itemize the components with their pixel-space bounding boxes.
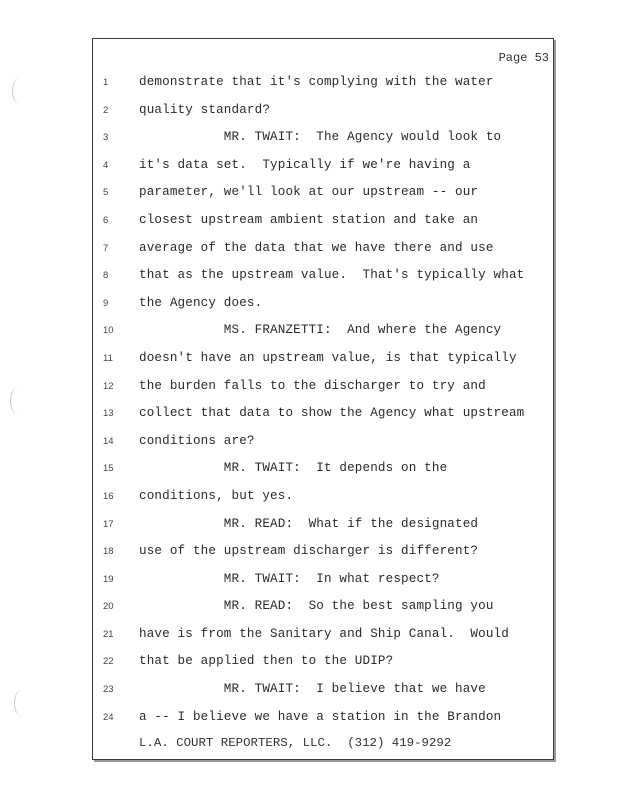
line-number: 17 [103, 518, 114, 530]
line-number: 12 [103, 380, 114, 392]
margin-mark-top [12, 78, 27, 104]
transcript-line [93, 351, 553, 379]
line-text: average of the data that we have there and use [139, 240, 494, 255]
line-number: 22 [103, 656, 114, 668]
transcript-line [93, 710, 553, 738]
line-number: 18 [103, 546, 114, 558]
transcript-line [93, 572, 553, 600]
transcript-line [93, 130, 553, 158]
line-text: MR. READ: What if the designated [139, 516, 479, 531]
transcript-line [93, 654, 553, 682]
transcript-line [93, 158, 553, 186]
line-text: MR. TWAIT: In what respect? [139, 571, 440, 586]
page-footer: L.A. COURT REPORTERS, LLC. (312) 419-9292 [139, 736, 452, 750]
line-text: doesn't have an upstream value, is that typically [139, 350, 517, 365]
line-number: 6 [103, 214, 109, 226]
line-number: 13 [103, 408, 114, 420]
line-text: use of the upstream discharger is different? [139, 544, 479, 559]
transcript-line [93, 406, 553, 434]
line-text: demonstrate that it's complying with the water [139, 75, 494, 89]
line-number: 24 [103, 711, 114, 723]
transcript-line [93, 489, 553, 517]
line-number: 11 [103, 352, 113, 364]
line-text: MS. FRANZETTI: And where the Agency [139, 323, 502, 338]
line-number: 15 [103, 463, 114, 475]
transcript-line [93, 213, 553, 241]
line-number: 21 [103, 628, 114, 640]
transcript-line [93, 517, 553, 545]
page-number: Page 53 [498, 51, 549, 65]
line-number: 16 [103, 490, 114, 502]
line-number: 23 [103, 684, 114, 696]
line-text: the Agency does. [139, 295, 263, 310]
line-text: MR. TWAIT: I believe that we have [139, 682, 486, 697]
line-text: that as the upstream value. That's typically what [139, 268, 525, 283]
line-number: 2 [103, 104, 109, 116]
transcript-line [93, 379, 553, 407]
line-number: 3 [103, 132, 109, 144]
line-text: it's data set. Typically if we're having a [139, 157, 471, 172]
transcript-line [93, 461, 553, 489]
transcript-line [93, 434, 553, 462]
line-text: a -- I believe we have a station in the Brandon [139, 709, 502, 724]
line-number: 5 [103, 187, 109, 199]
transcript-page [92, 38, 554, 760]
transcript-line [93, 599, 553, 627]
line-number: 9 [103, 297, 109, 309]
line-text: quality standard? [139, 102, 271, 117]
margin-mark-middle [10, 388, 25, 414]
transcript-line [93, 544, 553, 572]
line-text: conditions, but yes. [139, 488, 294, 503]
line-text: the burden falls to the discharger to try and [139, 378, 486, 393]
line-number: 7 [103, 242, 109, 254]
line-text: closest upstream ambient station and take an [139, 212, 479, 227]
line-number: 10 [103, 325, 114, 337]
transcript-line [93, 296, 553, 324]
transcript-line [93, 241, 553, 269]
line-text: MR. TWAIT: It depends on the [139, 461, 448, 476]
transcript-line [93, 682, 553, 710]
line-text: that be applied then to the UDIP? [139, 654, 394, 669]
line-number: 14 [103, 435, 114, 447]
line-text: MR. READ: So the best sampling you [139, 599, 494, 614]
line-number: 4 [103, 159, 109, 171]
margin-mark-bottom [14, 690, 29, 716]
transcript-line [93, 75, 553, 103]
line-text: MR. TWAIT: The Agency would look to [139, 130, 502, 145]
transcript-line [93, 103, 553, 131]
line-number: 20 [103, 601, 114, 613]
line-number: 19 [103, 573, 114, 585]
transcript-line [93, 185, 553, 213]
transcript-line [93, 268, 553, 296]
line-text: conditions are? [139, 433, 255, 448]
line-number: 8 [103, 270, 109, 282]
line-number: 1 [103, 77, 109, 88]
transcript-lines [93, 75, 553, 737]
transcript-line [93, 323, 553, 351]
line-text: collect that data to show the Agency what upstream [139, 406, 525, 421]
transcript-line [93, 627, 553, 655]
line-text: parameter, we'll look at our upstream -- our [139, 185, 479, 200]
line-text: have is from the Sanitary and Ship Canal. Would [139, 626, 509, 641]
